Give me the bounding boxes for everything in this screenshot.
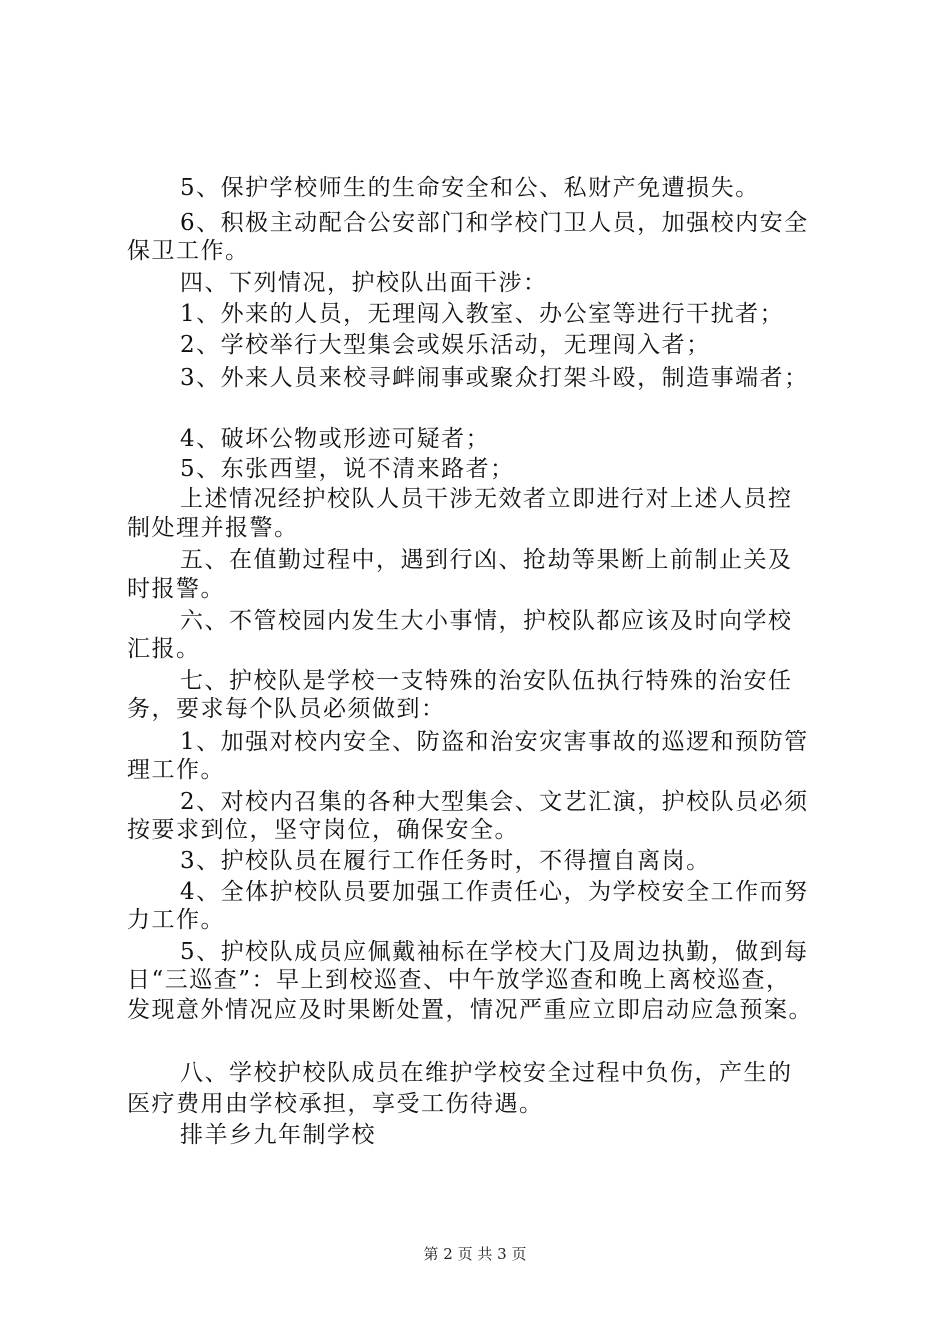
para-line-18: 1、加强对校内安全、防盗和治安灾害事故的巡逻和预防管 [180,729,809,755]
para-line-16: 七、护校队是学校一支特殊的治安队伍执行特殊的治安任 [180,668,793,694]
para-line-21: 按要求到位，坚守岗位，确保安全。 [127,817,519,843]
para-line-17: 务，要求每个队员必须做到： [127,696,446,722]
para-line-23: 4、全体护校队员要加强工作责任心，为学校安全工作而努 [180,879,809,905]
para-line-6: 2、学校举行大型集会或娱乐活动，无理闯入者； [180,332,711,358]
para-line-12: 五、在值勤过程中，遇到行凶、抢劫等果断上前制止关及 [180,547,793,573]
para-line-8: 4、破坏公物或形迹可疑者； [180,426,491,452]
para-line-19: 理工作。 [127,757,225,783]
para-line-25: 5、护校队成员应佩戴袖标在学校大门及周边执勤，做到每 [180,939,809,965]
para-line-3: 保卫工作。 [127,238,250,264]
para-line-28: 八、学校护校队成员在维护学校安全过程中负伤，产生的 [180,1060,793,1086]
para-line-27: 发现意外情况应及时果断处置，情况严重应立即启动应急预案。 [127,997,813,1023]
para-line-20: 2、对校内召集的各种大型集会、文艺汇演，护校队员必须 [180,789,809,815]
para-line-2: 6、积极主动配合公安部门和学校门卫人员，加强校内安全 [180,210,809,236]
para-line-5: 1、外来的人员，无理闯入教室、办公室等进行干扰者； [180,301,785,327]
para-line-29: 医疗费用由学校承担，享受工伤待遇。 [127,1091,544,1117]
para-line-14: 六、不管校园内发生大小事情，护校队都应该及时向学校 [180,608,793,634]
page-number-footer: 第 2 页 共 3 页 [423,1245,527,1263]
para-line-11: 制处理并报警。 [127,515,299,541]
signature-school-name: 排羊乡九年制学校 [180,1122,376,1148]
para-line-10: 上述情况经护校队人员干涉无效者立即进行对上述人员控 [180,486,793,512]
para-line-22: 3、护校队员在履行工作任务时，不得擅自离岗。 [180,848,711,874]
para-line-7: 3、外来人员来校寻衅闹事或聚众打架斗殴，制造事端者； [180,365,809,391]
para-line-24: 力工作。 [127,907,225,933]
para-line-9: 5、东张西望，说不清来路者； [180,456,515,482]
para-line-15: 汇报。 [127,636,201,662]
para-line-1: 5、保护学校师生的生命安全和公、私财产免遭损失。 [180,175,760,201]
para-line-4: 四、下列情况，护校队出面干涉： [180,270,548,296]
para-line-13: 时报警。 [127,576,225,602]
para-line-26: 日“三巡查”：早上到校巡查、中午放学巡查和晚上离校巡查， [127,967,791,993]
